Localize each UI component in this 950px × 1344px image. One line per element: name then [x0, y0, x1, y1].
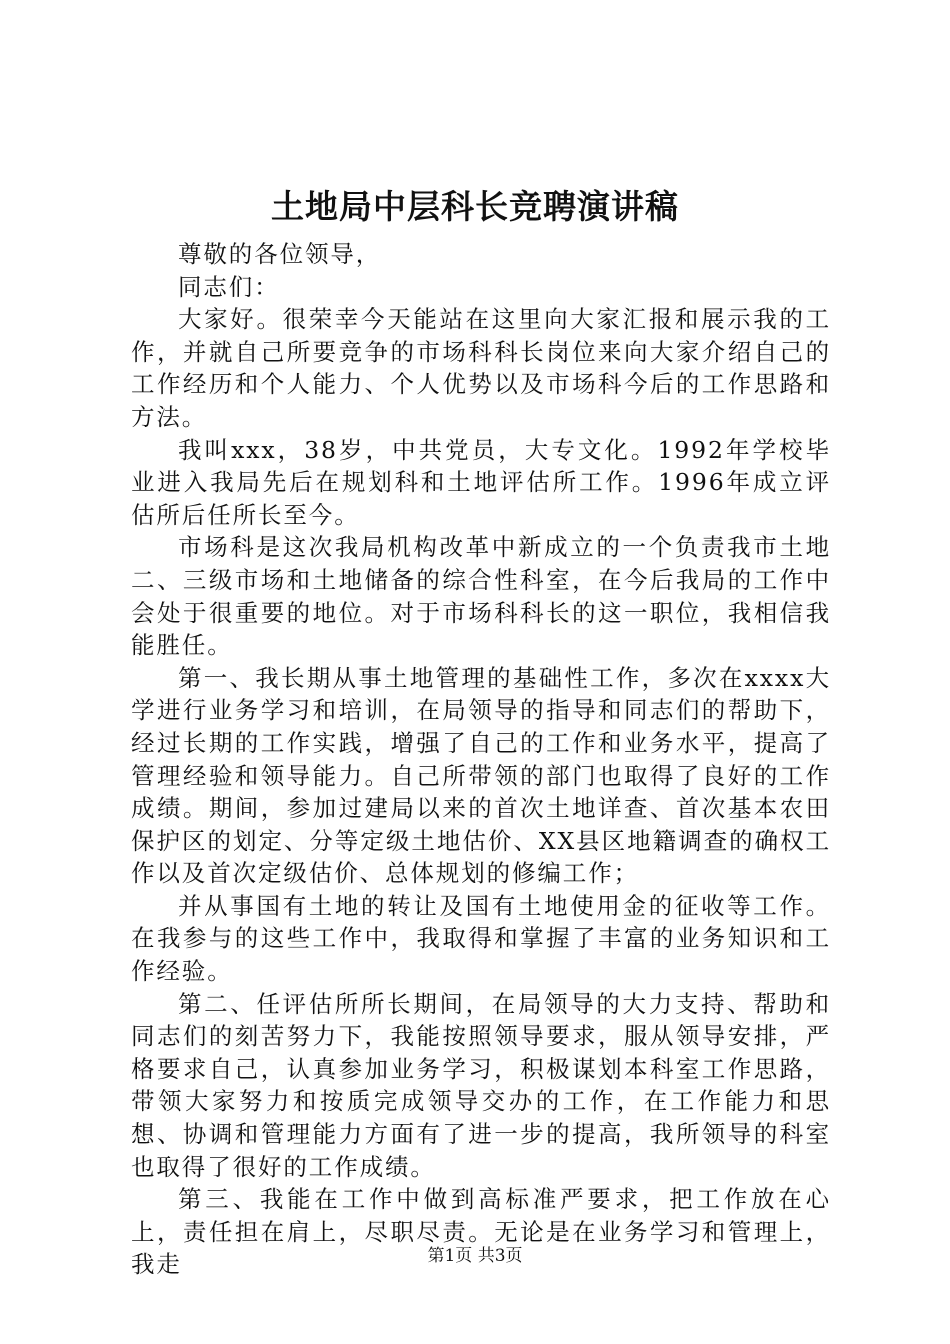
document-title: 土地局中层科长竞聘演讲稿: [271, 187, 679, 226]
paragraph-point-one: 第一、我长期从事土地管理的基础性工作，多次在xxxx大学进行业务学习和培训，在局领导的指导和同志们的帮助下，经过长期的工作实践，增强了自己的工作和业务水平，提高了管理经验和领导能力。自己所带领的部门也取得了良好的工作成绩。期间，参加过建局以来的首次土地详查、首次基本农田保护区的划定、分等定级土地估价、XX县区地籍调查的确权工作以及首次定级估价、总体规划的修编工作；: [131, 663, 831, 888]
paragraph-market-section: 市场科是这次我局机构改革中新成立的一个负责我市土地二、三级市场和土地储备的综合性科室，在今后我局的工作中会处于很重要的地位。对于市场科科长的这一职位，我相信我能胜任。: [131, 533, 831, 660]
paragraph-greeting: 同志们：: [178, 272, 280, 301]
paragraph-point-two: 第二、任评估所所长期间，在局领导的大力支持、帮助和同志们的刻苦努力下，我能按照领导要求，服从领导安排，严格要求自己，认真参加业务学习，积极谋划本科室工作思路，带领大家努力和按质完成领导交办的工作，在工作能力和思想、协调和管理能力方面有了进一步的提高，我所领导的科室也取得了很好的工作成绩。: [131, 989, 831, 1181]
paragraph-point-three: 第三、我能在工作中做到高标准严要求，把工作放在心上，责任担在肩上，尽职尽责。无论是在业务学习和管理上，我走: [131, 1185, 831, 1279]
document-body: [131, 238, 831, 1281]
paragraph-salutation: 尊敬的各位领导，: [178, 240, 382, 268]
page-number: 第1页 共3页: [427, 1246, 523, 1266]
paragraph-intro: 大家好。很荣幸今天能站在这里向大家汇报和展示我的工作，并就自己所要竞争的市场科科长岗位来向大家介绍自己的工作经历和个人能力、个人优势以及市场科今后的工作思路和方法。: [131, 305, 831, 431]
paragraph-land-transfer: 并从事国有土地的转让及国有土地使用金的征收等工作。在我参与的这些工作中，我取得和掌握了丰富的业务知识和工作经验。: [131, 891, 831, 986]
paragraph-self-introduction: 我叫xxx，38岁，中共党员，大专文化。1992年学校毕业进入我局先后在规划科和土地评估所工作。1996年成立评估所后任所长至今。: [131, 435, 831, 529]
